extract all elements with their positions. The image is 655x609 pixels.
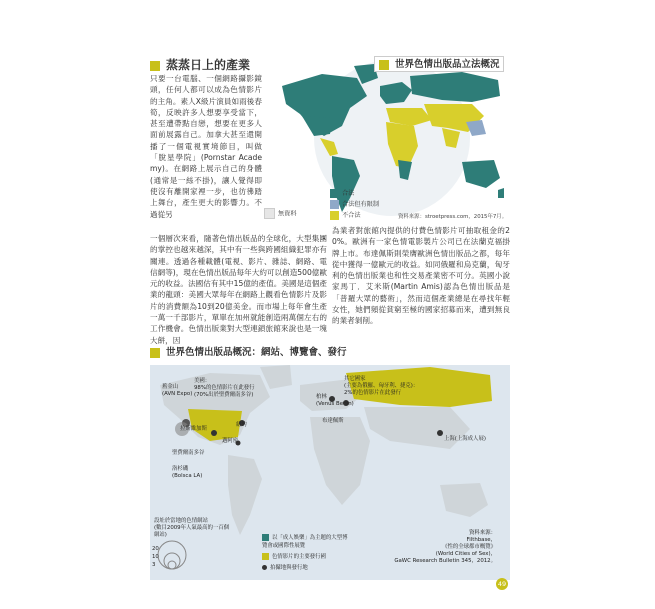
- legend-label: 色情影片的主要發行國: [272, 554, 326, 560]
- map2-title: [150, 345, 350, 361]
- world-map-legislation: [262, 56, 508, 220]
- section-title-text: 蒸蒸日上的產業: [166, 58, 251, 72]
- legend-item: [262, 553, 352, 561]
- map1-title-text: 世界色情出版品立法概況: [395, 59, 500, 70]
- label-east-europe: 其它國家 (主要為俄羅、匈牙利、捷克)： 2%的色情影片在此發行: [344, 376, 419, 396]
- legend-swatch: [330, 200, 339, 209]
- label-circle-title: 設址於當地的色情網站 (數目2009年人氣最高的一百個網站): [154, 518, 230, 538]
- circle-val-3: 3: [152, 562, 156, 568]
- legend-label: 以「成人娛樂」為主題的大型博覽會或國際性展覽: [262, 535, 348, 549]
- label-budapest: 布達佩斯: [322, 418, 344, 424]
- legend-swatch: [262, 553, 269, 560]
- body-text-col1: 只要一台電腦、一個網路攝影鏡頭，任何人都可以成為色情影片的主角。素人X級片演員如雨後春筍，反映許多人想要享受當下，甚至遭帶點自戀，想要在更多人面前展露自己。加拿大甚至還開播了一個電視實境節目，叫做「脫星學院」(Pornstar Academy)。在網路上展示自己的身體(通常是一絲不掛)，讓人覺得即使沒有離開家裡一步，也彷彿踏上舞台，產生更大的影響力。不過從另: [150, 74, 262, 219]
- legend-swatch: [264, 208, 275, 219]
- title-square-icon: [150, 61, 160, 71]
- label-berlin: 柏林 (Venus Berlin): [316, 394, 354, 407]
- legend-item: [330, 199, 379, 210]
- legend-label: 合法: [342, 190, 355, 197]
- legislation-map: [262, 56, 508, 220]
- map2-source: 資料來源： Filthbase， 《性的全球都市概覽》 (World Cities of Sex)， GaWC Research Bulletin 345，2012。: [394, 530, 496, 564]
- legend-swatch: [330, 211, 339, 220]
- body-text-row2: 一個層次來看，隨著色情出版品的全球化，大型集團的掌控也越來越深，其中有一些與跨國組織犯罪亦有關連。透過各種載體(電視、影片、雜誌、網路、電信網等)，現在色情出版品每年大約可以創造500億歐元的收益。法國估有其中15億的產值。美國是這個產業的龍頭：美國大眾每年在網路上觀看色情影片及影片的消費額為10到20億美金。而市場上每年會生產一萬一千部影片，單單在加州就能創造兩萬個左右的工作機會。色情出版業對大型連鎖旅館來說也是一塊大餅，因: [150, 234, 327, 345]
- legend-item: [330, 210, 379, 221]
- label-newyork: 紐約: [236, 422, 247, 428]
- legend-label: 合法但有限制: [342, 201, 380, 208]
- page-number: 49: [497, 580, 507, 588]
- legend-item: [262, 534, 352, 550]
- body-text-col2: 為業者對旅館內提供的付費色情影片可抽取租金的20%。歐洲有一家色情電影製片公司已在法蘭克福掛牌上市。布達佩斯則榮膺歐洲色情出版品之都，每年從中獲得一億歐元的收益。如同俄羅和烏克蘭，匈牙利的色情出版業也和性交易產業密不可分。英國小說家馬丁．艾米斯(Martin Amis)認為色情出版品是「普羅大眾的藝術」，然而這個產業總是在尋找年輕女性，她們頻從貧窮至極的國家招募而來，遭到無良的業者剝削。: [332, 226, 510, 326]
- map1-title: [374, 56, 504, 72]
- legend-swatch: [330, 189, 339, 198]
- legend-dot: [262, 565, 267, 570]
- map2-title-text: 世界色情出版品概況：網站、博覽會、發行: [166, 347, 347, 358]
- label-las-vegas: 拉斯維加斯: [180, 426, 207, 432]
- label-shanghai: 上海(上海成人展): [444, 436, 486, 442]
- circle-val-20: 20: [152, 546, 159, 552]
- label-brazil: 洛杉磯 (Bolsca LA): [172, 466, 203, 479]
- legend-item: [330, 188, 379, 199]
- legend-label: 不合法: [342, 212, 361, 219]
- legend-no-data: [264, 208, 297, 219]
- title-square-icon: [150, 348, 160, 358]
- legend-item: [262, 564, 352, 572]
- legend-legislation: [330, 188, 379, 221]
- section-title: [150, 56, 250, 73]
- legend-label: 拍攝地與發行地: [270, 565, 308, 571]
- map1-source: 資料來源：stroetpress.com，2015年7月。: [398, 214, 508, 220]
- map2-legend: [262, 534, 352, 572]
- legend-label: 無資料: [278, 210, 297, 218]
- label-sanfernando: 聖費爾南多谷: [172, 450, 205, 456]
- label-avn: 舊金山 (AVN Expo): [162, 384, 193, 397]
- circle-val-10: 10: [152, 554, 159, 560]
- legend-swatch: [262, 534, 269, 541]
- title-square-icon: [379, 60, 389, 70]
- label-miami: 邁阿密: [222, 438, 239, 444]
- label-usa: 美國： 98%的色情影片在此發行 (70%出於聖費爾南多谷): [194, 378, 255, 398]
